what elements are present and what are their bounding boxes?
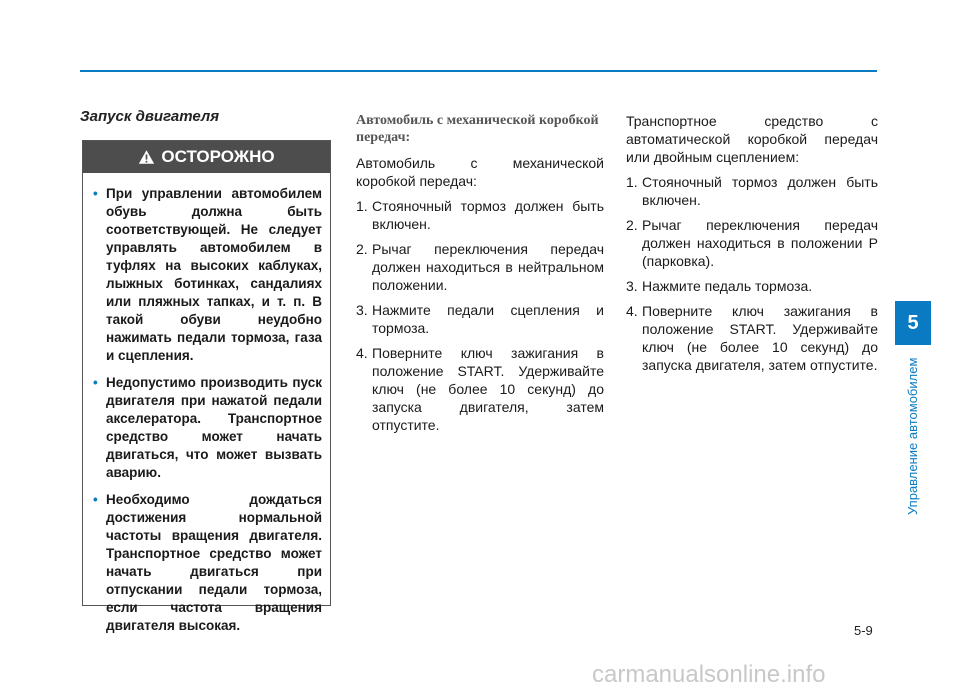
warning-item-text: При управлении автомобилем обувь должна быть соответствующей. Не следует управлять автомобилем в туфлях на высоких каблуках, лыжных ботинках, сандалиях или пляжных тапках, и т. п. В такой обуви неудобно нажимать педали тормоза, газа и сцепления. xyxy=(106,186,322,363)
chapter-label: Управление автомобилем xyxy=(905,357,920,515)
warning-list xyxy=(83,173,330,635)
warning-box xyxy=(82,140,331,633)
step-number: 4. xyxy=(626,303,638,319)
step-number: 2. xyxy=(356,241,368,257)
manual-step xyxy=(356,197,604,233)
step-text: Стояночный тормоз должен быть включен. xyxy=(642,174,878,208)
automatic-step xyxy=(626,216,878,270)
step-text: Нажмите педаль тормоза. xyxy=(642,278,813,294)
step-text: Рычаг переключения передач должен находиться в положении P (парковка). xyxy=(642,217,878,269)
step-text: Стояночный тормоз должен быть включен. xyxy=(372,198,604,232)
page-number: 5-9 xyxy=(854,623,873,638)
warning-triangle-icon xyxy=(138,149,155,165)
bullet-icon: • xyxy=(93,186,98,201)
step-text: Рычаг переключения передач должен находиться в нейтральном положении. xyxy=(372,241,604,293)
automatic-step xyxy=(626,173,878,209)
step-number: 3. xyxy=(626,278,638,294)
manual-step xyxy=(356,344,604,434)
top-rule xyxy=(80,70,877,72)
step-number: 1. xyxy=(626,174,638,190)
step-text: Нажмите педали сцепления и тормоза. xyxy=(372,302,604,336)
warning-item-text: Необходимо дождаться достижения нормальной частоты вращения двигателя. Транспортное средство может начать двигаться при отпускании педали тормоза, если частота вращения двигателя высокая. xyxy=(106,492,322,633)
warning-title: ОСТОРОЖНО xyxy=(161,147,275,166)
manual-step xyxy=(356,301,604,337)
warning-item xyxy=(93,374,322,482)
step-text: Поверните ключ зажигания в положение START. Удерживайте ключ (не более 10 секунд) до запуска двигателя, затем отпустите. xyxy=(372,345,604,433)
automatic-intro: Транспортное средство с автоматической коробкой передач или двойным сцеплением: xyxy=(626,113,878,165)
warning-item xyxy=(93,185,322,365)
warning-item-text: Недопустимо производить пуск двигателя при нажатой педали акселератора. Транспортное средство может начать двигаться, что может вызвать аварию. xyxy=(106,375,322,480)
manual-intro: Автомобиль с механической коробкой передач: xyxy=(356,155,604,189)
manual-heading: Автомобиль с механической коробкой передач: xyxy=(356,113,599,145)
bullet-icon: • xyxy=(93,375,98,390)
warning-item xyxy=(93,491,322,635)
step-number: 1. xyxy=(356,198,368,214)
step-number: 2. xyxy=(626,217,638,233)
step-number: 4. xyxy=(356,345,368,361)
automatic-transmission-column xyxy=(626,112,878,381)
chapter-tab[interactable]: 5 xyxy=(895,301,931,345)
manual-transmission-column xyxy=(356,112,604,441)
automatic-step xyxy=(626,302,878,374)
automatic-step xyxy=(626,277,878,295)
step-number: 3. xyxy=(356,302,368,318)
step-text: Поверните ключ зажигания в положение START. Удерживайте ключ (не более 10 секунд) до запуска двигателя, затем отпустите. xyxy=(642,303,878,373)
manual-step xyxy=(356,240,604,294)
watermark: carmanualsonline.info xyxy=(592,661,826,688)
warning-header xyxy=(83,141,330,173)
section-title: Запуск двигателя xyxy=(80,108,220,125)
bullet-icon: • xyxy=(93,492,98,507)
